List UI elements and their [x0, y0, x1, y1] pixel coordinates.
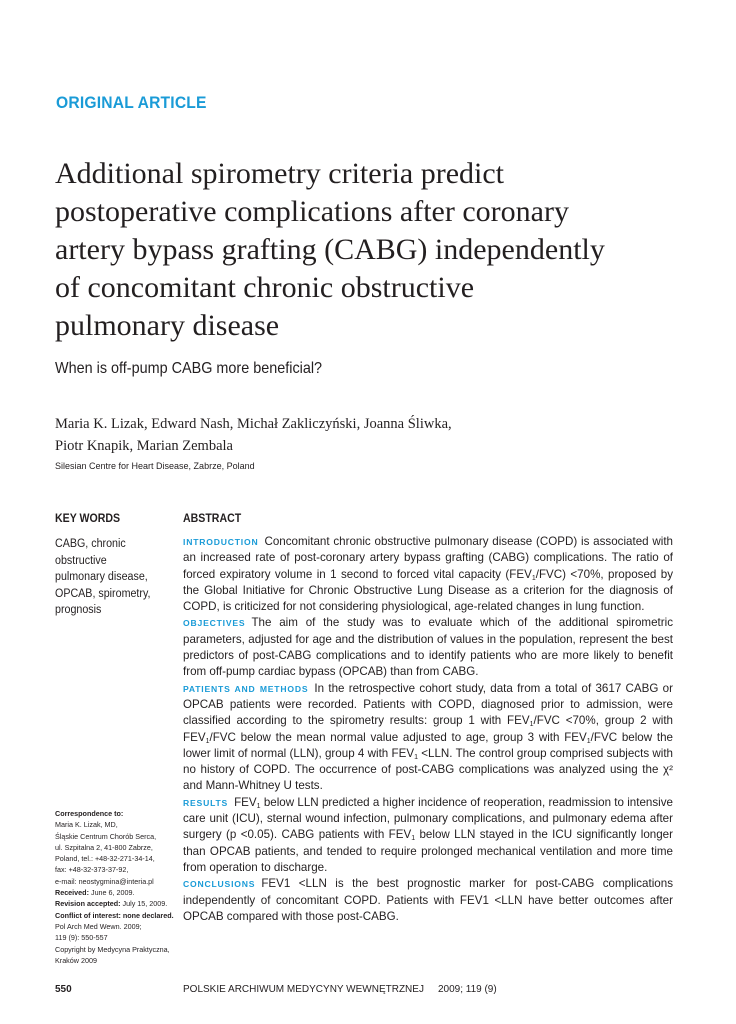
abstract-objectives — [183, 615, 673, 680]
journal-name: POLSKIE ARCHIWUM MEDYCYNY WEWNĘTRZNEJ — [183, 984, 424, 995]
copyright-line: Copyright by Medycyna Praktyczna, — [55, 944, 170, 954]
abstract-heading: ABSTRACT — [183, 513, 242, 525]
title-line: postoperative complications after coronary — [55, 195, 569, 228]
abstract-results — [183, 795, 673, 876]
correspondence-line: Śląskie Centrum Chorób Serca, — [55, 831, 157, 841]
copyright-line: Kraków 2009 — [55, 955, 97, 965]
abstract-label: OBJECTIVES — [183, 618, 246, 629]
abstract-text: $FEV_1$ below LLN predicted a higher incidence of reoperation, readmission to intensive care unit (ICU), sternal wound infection, pulmonary complications, and pulmonary edema after surgery (p <0.05). CABG patients with $FEV_1$ below LLN stayed in the ICU significantly longer than OPCAB patients, and tended to require prolonged mechanical ventilation and more time from operation to discharge. — [183, 795, 673, 874]
key-word-line: obstructive — [55, 554, 107, 567]
key-word-line: CABG, chronic — [55, 538, 126, 550]
title-line: Additional spirometry criteria predict — [55, 157, 505, 190]
title-line: pulmonary disease — [55, 309, 280, 342]
page-number: 550 — [55, 984, 72, 995]
key-words-list — [55, 536, 157, 619]
article-subtitle: When is off-pump CABG more beneficial? — [55, 360, 323, 377]
citation-line: Pol Arch Med Wewn. 2009; — [55, 921, 142, 931]
author-list — [55, 413, 452, 457]
abstract-label: PATIENTS AND METHODS — [183, 683, 309, 694]
author-line: Piotr Knapik, Marian Zembala — [55, 438, 233, 454]
received-date: Received: June 6, 2009. — [55, 888, 135, 898]
abstract-conclusions — [183, 876, 673, 925]
title-line: artery bypass grafting (CABG) independently — [55, 233, 605, 266]
revision-date: Revision accepted: July 15, 2009. — [55, 899, 168, 909]
abstract-text: Concomitant chronic obstructive pulmonary disease (COPD) is associated with an increased rate of post-coronary artery bypass grafting (CABG) complications. The ratio of forced expiratory volume in 1 second to forced vital capacity $(FEV_1/FVC) <70\%$, proposed by the Global Initiative for Chronic Obstructive Lung Disease as a criterion for the diagnosis of COPD, is criticized for not considering physiological, age-related changes in lung function. — [183, 535, 673, 614]
abstract-text: The aim of the study was to evaluate which of the additional spirometric parameters, adjusted for age and the distribution of values in the population, represent the best predictors of post-CABG complications and to identify patients who are more likely to benefit from off-pump cardiac bypass (OPCAB) than from CABG. — [183, 616, 673, 679]
article-title — [55, 155, 695, 345]
correspondence-block — [55, 808, 175, 966]
abstract-label: RESULTS — [183, 797, 229, 808]
affiliation: Silesian Centre for Heart Disease, Zabrze, Poland — [55, 461, 255, 471]
correspondence-line: Poland, tel.: +48-32-271-34-14, — [55, 854, 155, 864]
key-word-line: prognosis — [55, 604, 102, 616]
title-line: of concomitant chronic obstructive — [55, 271, 475, 304]
correspondence-line: Maria K. Lizak, MD, — [55, 820, 118, 830]
key-word-line: OPCAB, spirometry, — [55, 587, 151, 600]
author-line: Maria K. Lizak, Edward Nash, Michał Zakliczyński, Joanna Śliwka, — [55, 416, 452, 432]
abstract-body — [183, 534, 673, 925]
section-label: ORIGINAL ARTICLE — [56, 93, 207, 112]
journal-footer — [183, 984, 497, 995]
conflict-of-interest: Conflict of interest: none declared. — [55, 910, 174, 920]
abstract-introduction — [183, 534, 673, 615]
abstract-label: CONCLUSIONS — [183, 879, 256, 890]
citation-line: 119 (9): 550-557 — [55, 933, 108, 943]
abstract-label: INTRODUCTION — [183, 537, 259, 547]
abstract-text: FEV1 <LLN is the best prognostic marker for post-CABG complications independently of concomitant COPD. Patients with FEV1 <LLN have better outcomes after OPCAB compared with those post-CABG. — [183, 877, 673, 923]
correspondence-line: ul. Szpitalna 2, 41-800 Zabrze, — [55, 842, 153, 852]
correspondence-line: fax: +48-32-373-37-92, — [55, 865, 129, 875]
correspondence-email: e-mail: neostygmina@interia.pl — [55, 876, 154, 886]
key-words-heading: KEY WORDS — [55, 513, 121, 525]
abstract-text: In the retrospective cohort study, data from a total of 3617 CABG or OPCAB patients were recorded. Patients with COPD, diagnosed prior to admission, were classified according to the spirometry results: group 1 with $FEV_1$/FVC <70%, group 2 with $FEV_1$/FVC below the mean normal value adjusted to age, group 3 with $FEV_1$/FVC below the lower limit of normal (LLN), group 4 with $FEV_1 <LLN$. The control group comprised subjects with no history of COPD. The occurrence of post-CABG complications was analyzed using the χ² and Mann-Whitney U tests. — [183, 681, 674, 793]
correspondence-heading: Correspondence to: — [55, 809, 124, 818]
abstract-patients-methods — [183, 681, 673, 795]
journal-issue: 2009; 119 (9) — [437, 984, 497, 995]
key-word-line: pulmonary disease, — [55, 571, 148, 583]
